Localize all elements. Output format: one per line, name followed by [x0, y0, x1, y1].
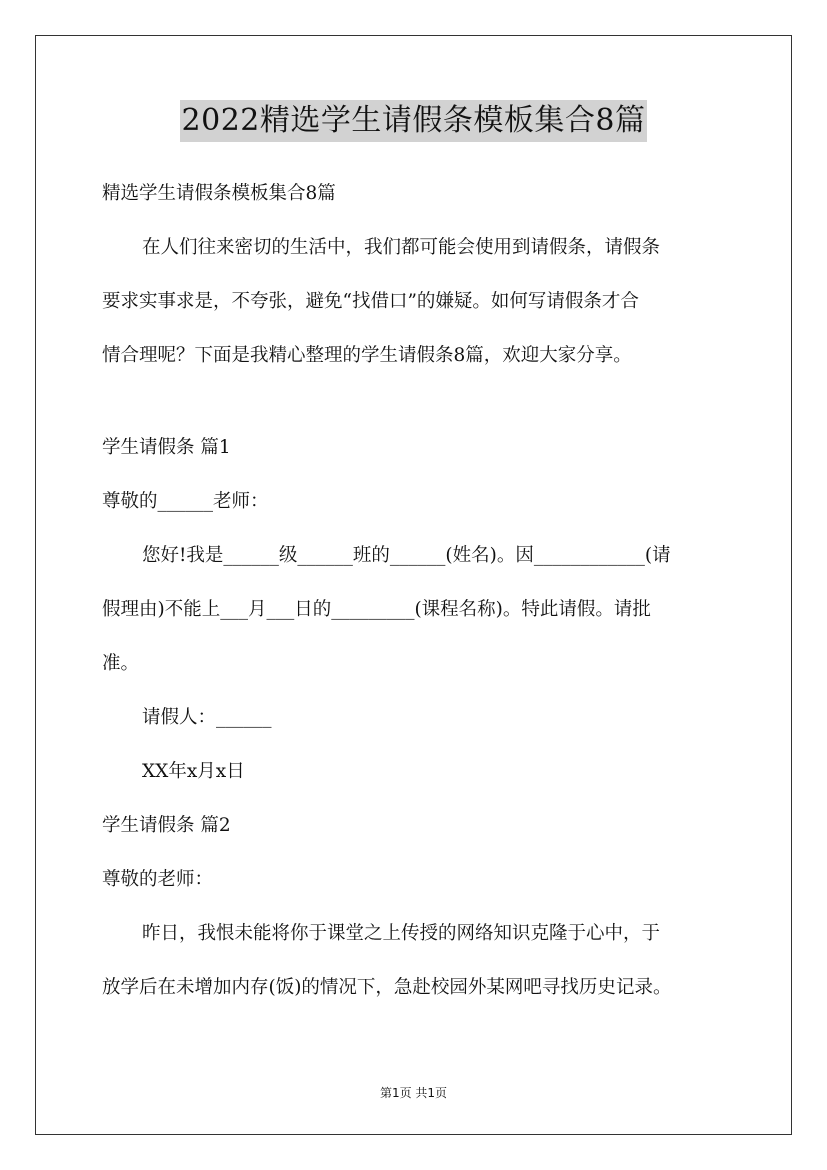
section-heading: 学生请假条 篇1 [102, 437, 231, 458]
document-body [102, 172, 732, 1020]
salutation: 尊敬的老师： [102, 869, 214, 890]
title-wrap [0, 100, 827, 142]
section-heading: 学生请假条 篇2 [102, 815, 231, 836]
document-title: 2022精选学生请假条模板集合8篇 [180, 100, 648, 142]
body-line: 假理由)不能上___月___日的_________(课程名称)。特此请假。请批 [102, 599, 651, 620]
body-line: 您好!我是______级______班的______(姓名)。因____________(请 [142, 545, 671, 566]
salutation: 尊敬的______老师： [102, 491, 269, 512]
intro-line: 情合理呢？下面是我精心整理的学生请假条8篇，欢迎大家分享。 [102, 345, 632, 366]
spacer [102, 388, 732, 426]
date-line: XX年x月x日 [142, 761, 245, 782]
signature-line: 请假人：______ [142, 707, 272, 728]
page-footer: 第1页 共1页 [379, 1086, 448, 1100]
document-subtitle: 精选学生请假条模板集合8篇 [102, 183, 336, 204]
intro-line: 在人们往来密切的生活中，我们都可能会使用到请假条，请假条 [142, 237, 661, 258]
body-line: 昨日，我恨未能将你于课堂之上传授的网络知识克隆于心中，于 [142, 923, 661, 944]
body-line: 放学后在未增加内存(饭)的情况下，急赴校园外某网吧寻找历史记录。 [102, 977, 672, 998]
intro-line: 要求实事求是，不夸张，避免“找借口”的嫌疑。如何写请假条才合 [102, 291, 639, 312]
body-line: 准。 [102, 653, 140, 674]
